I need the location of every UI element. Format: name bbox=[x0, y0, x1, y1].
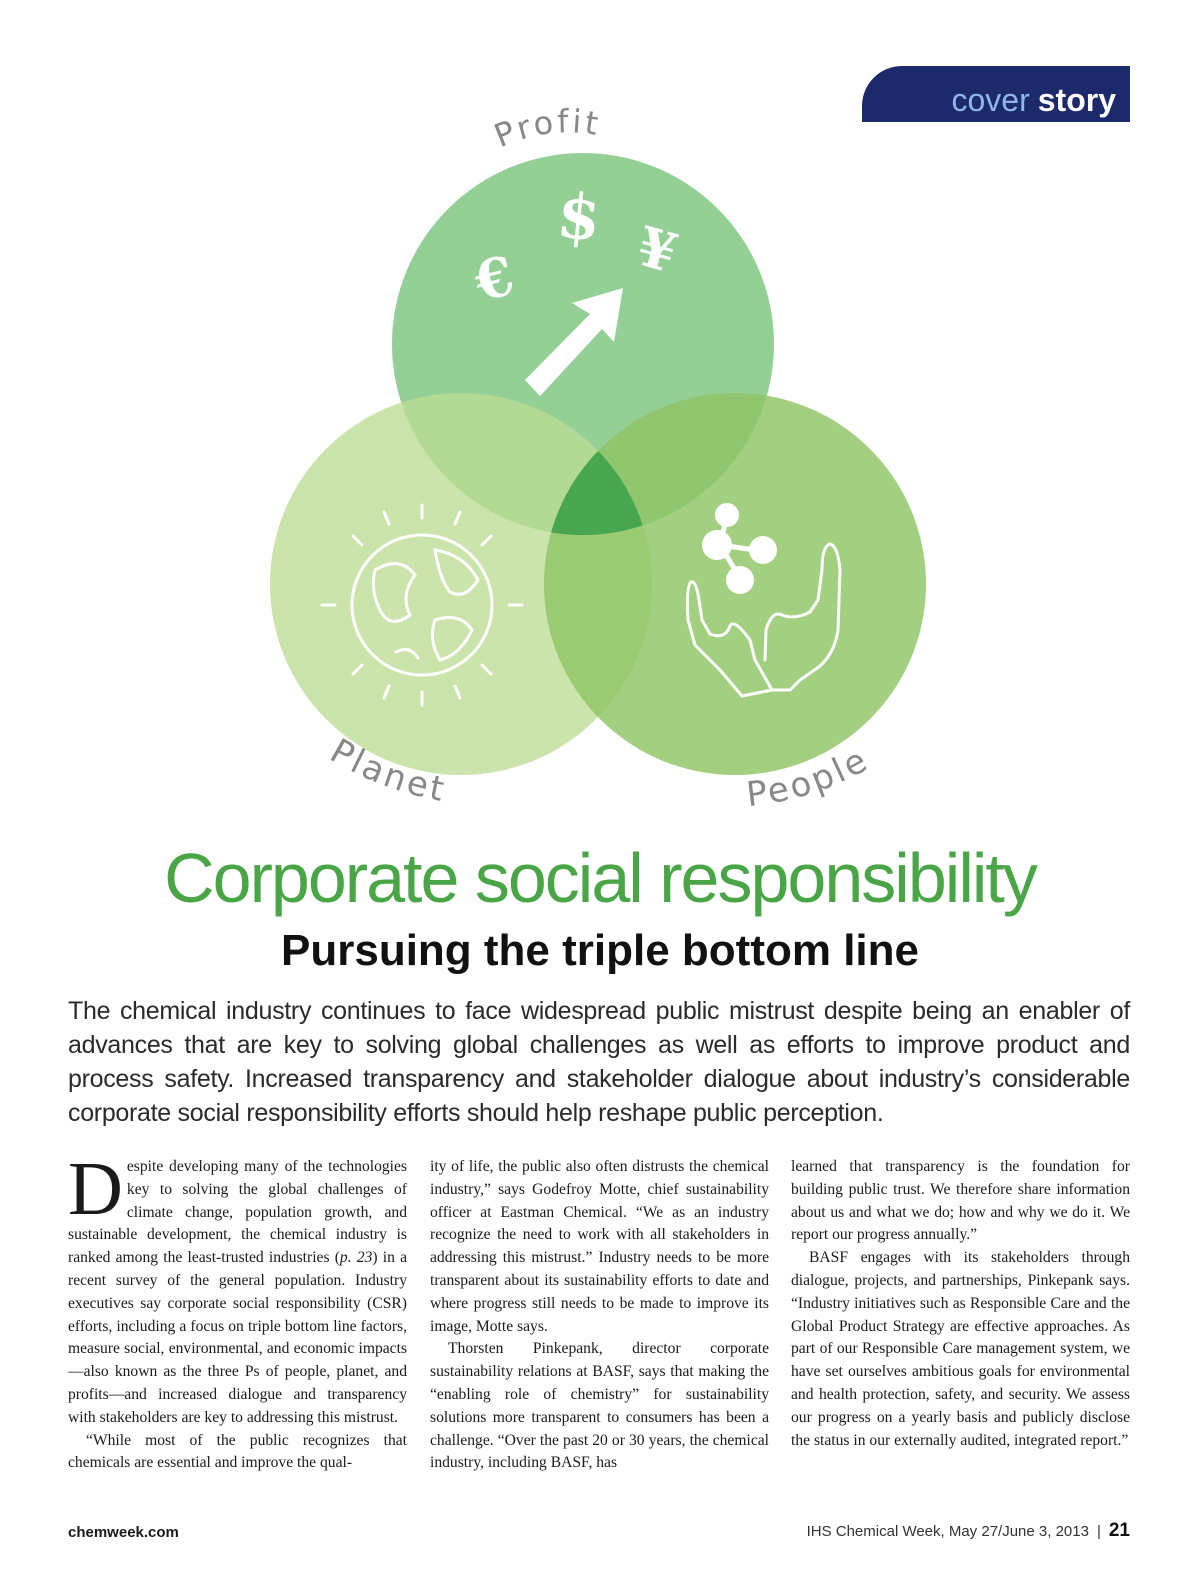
paragraph: learned that transparency is the foundation for building public trust. We therefore share information about us and what we do; how and why we do it. We report our progress annually.” bbox=[791, 1158, 1130, 1244]
section-tag-bold: story bbox=[1037, 82, 1116, 118]
drop-cap: D bbox=[68, 1147, 123, 1231]
footer-folio bbox=[807, 1520, 1130, 1542]
paragraph bbox=[68, 1147, 408, 1430]
page-reference: p. 23 bbox=[339, 1249, 373, 1267]
subhead: Pursuing the triple bottom line bbox=[281, 926, 919, 975]
paragraph: BASF engages with its stakeholders through dialogue, projects, and partnerships, Pinkepank says. “Industry initiatives such as Responsible Care and the Global Product Strategy are effective approaches. As part of our Responsible Care management system, we have set ourselves ambitious goals for environmental and health protection, safety, and security. We assess our progress on a yearly basis and publicly disclose the status in our externally audited, integrated report.” bbox=[791, 1249, 1130, 1449]
triple-bottom-line-venn-diagram bbox=[250, 100, 950, 830]
paragraph: Thorsten Pinkepank, director corporate sustainability relations at BASF, says that making the “enabling role of chemistry” for sustainability solutions more transparent to consumers has been a challenge. “Over the past 20 or 30 years, the chemical industry, including BASF, has bbox=[430, 1340, 769, 1472]
standfirst: The chemical industry continues to face widespread public mistrust despite being an enabler of advances that are key to solving global challenges as well as efforts to improve product and process safety. Increased transparency and stakeholder dialogue about industry’s considerable corporate social responsibility efforts should help reshape public perception. bbox=[68, 997, 1130, 1127]
paragraph: ity of life, the public also often distrusts the chemical industry,” says Godefroy Motte, chief sustainability officer at Eastman Chemical. “We as an industry recognize the need to work with all stakeholders in addressing this mistrust.” Industry needs to be more transparent about its sustainability efforts to date and where progress still needs to be made to improve its image, Motte says. bbox=[430, 1158, 769, 1335]
paragraph-text: ) in a recent survey of the general population. Industry executives say corporate social responsibility (CSR) efforts, including a focus on triple bottom line factors, measure social, environmental, and economic impacts—also known as the three Ps of people, planet, and profits—and increased dialogue and transparency with stakeholders are key to addressing this mistrust. bbox=[68, 1249, 408, 1426]
euro-icon: € bbox=[468, 242, 521, 314]
profit-label: Profit bbox=[488, 102, 604, 156]
page-number: 21 bbox=[1108, 1520, 1130, 1541]
people-label: People bbox=[744, 739, 877, 816]
section-tag-light: cover bbox=[951, 82, 1030, 118]
body-column-1 bbox=[68, 1147, 408, 1475]
yen-icon: ¥ bbox=[630, 213, 684, 286]
footer-publication: IHS Chemical Week, May 27/June 3, 2013 bbox=[806, 1522, 1089, 1540]
body-column-3 bbox=[791, 1156, 1130, 1452]
planet-label: Planet bbox=[323, 731, 451, 811]
body-column-2 bbox=[430, 1156, 769, 1475]
dollar-icon: $ bbox=[553, 178, 605, 256]
footer-site: chemweek.com bbox=[68, 1524, 179, 1541]
paragraph: “While most of the public recognizes that chemicals are essential and improve the qual- bbox=[68, 1431, 407, 1472]
paragraph-text: espite developing many of the technologies key to solving the global challenges of climate change, population growth, and sustainable development, the chemical industry is ranked among the least-trusted industries ( bbox=[68, 1158, 407, 1267]
footer-separator: | bbox=[1096, 1522, 1101, 1540]
headline: Corporate social responsibility bbox=[164, 839, 1036, 917]
